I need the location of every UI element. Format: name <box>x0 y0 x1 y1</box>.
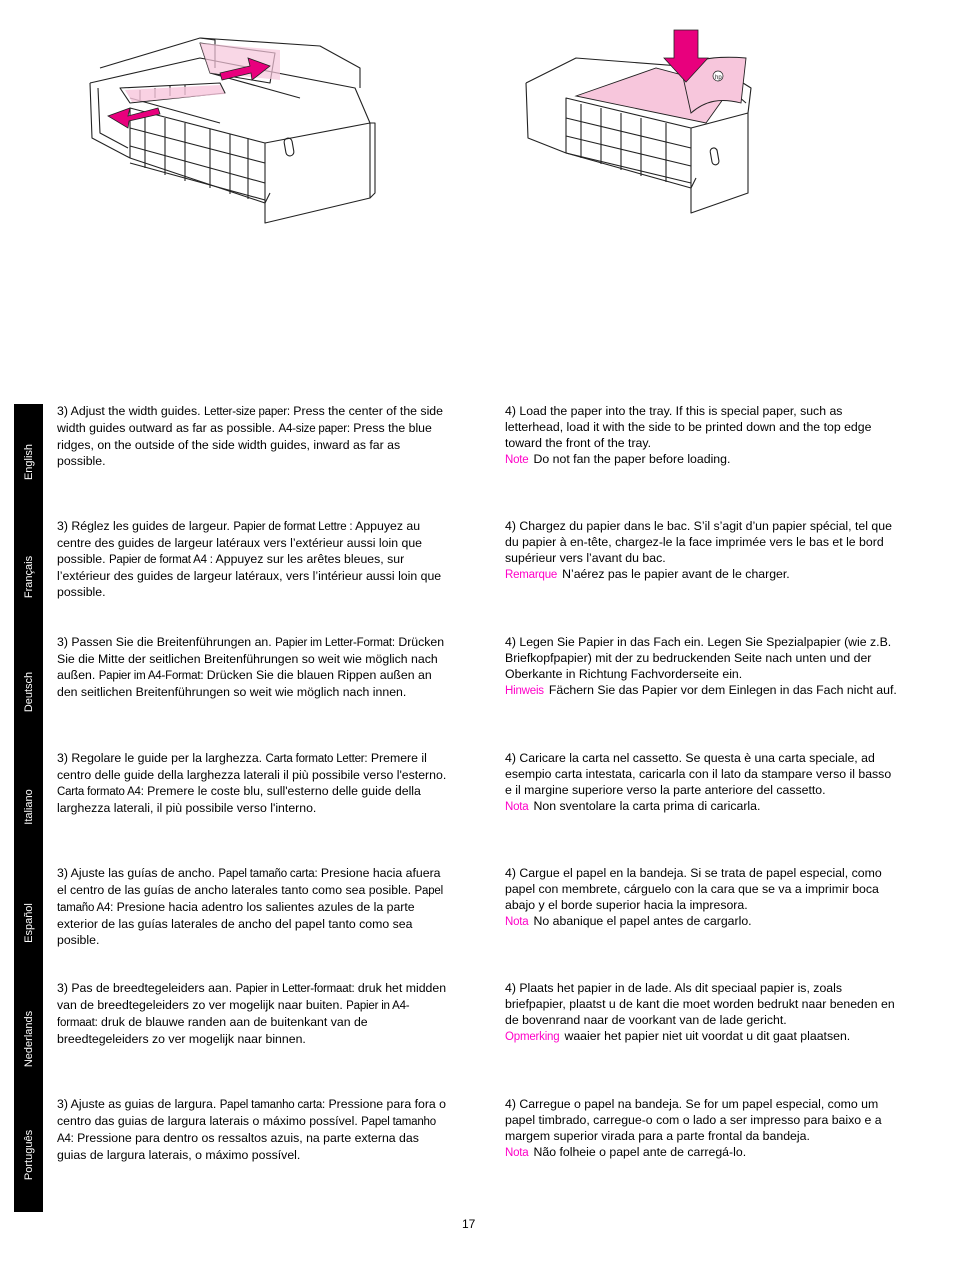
step-text: Caricare la carta nel cassetto. Se questa è una carta speciale, ad esempio carta intestata, caricarla con il lato da stampare verso il basso e il margine superiore verso la parte anteriore del cassetto. <box>505 751 892 797</box>
step-text: Adjust the width guides. <box>67 404 204 418</box>
step3-italiano <box>57 750 449 816</box>
step-text: Appuyez sur les arêtes bleues, sur l’extérieur des guides de largeur latéraux, vers l’intérieur aussi loin que possible. <box>57 552 442 599</box>
paper-size-label: Papel tamaño carta: <box>218 868 318 880</box>
step-number: 3) <box>57 1097 68 1111</box>
paper-size-label: A4-size paper: <box>278 423 350 435</box>
paper-size-label: Papel tamaño A4: <box>57 885 443 914</box>
note-label: Opmerking <box>505 1031 560 1043</box>
note-label: Hinweis <box>505 685 544 697</box>
paper-size-label: Papier im Letter-Format: <box>275 637 395 649</box>
step-number: 3) <box>57 404 68 418</box>
step-text: Presione hacia adentro los salientes azules de la parte exterior de las guías laterales de ancho del papel tanto como sea posible. <box>57 900 415 947</box>
lang-tab-deutsch: Deutsch <box>22 671 35 712</box>
note-label: Note <box>505 454 529 466</box>
note <box>505 451 897 468</box>
page-number: 17 <box>462 1217 476 1231</box>
note <box>505 566 897 583</box>
step4-deutsch <box>505 634 897 699</box>
step-text: Press the blue ridges, on the outside of the side width guides, inward as far as possible. <box>57 421 432 468</box>
step-text: Chargez du papier dans le bac. S’il s’agit d’un papier spécial, tel que du papier à en-tête, chargez-le la face imprimée vers le bas et le bord supérieur vers l’avant du bac. <box>505 519 892 565</box>
step3-espanol <box>57 865 449 948</box>
step-text: Pas de breedtegeleiders aan. <box>67 981 236 995</box>
note-text: N’aérez pas le papier avant de le charger. <box>562 567 790 581</box>
step4-italiano <box>505 750 897 815</box>
lang-tab-nederlands: Nederlands <box>22 1010 35 1067</box>
step-text: druk het midden van de breedtegeleiders zo ver mogelijk naar buiten. <box>57 981 447 1012</box>
step-text: druk de blauwe randen aan de buitenkant van de breedtegeleiders zo ver mogelijk naar binnen. <box>57 1015 368 1046</box>
lang-tab-italiano: Italiano <box>22 788 35 825</box>
step-text: Premere le coste blu, sull'esterno delle guide della larghezza laterali, il più possibile verso l'interno. <box>57 784 421 815</box>
note-text: No abanique el papel antes de cargarlo. <box>533 914 752 928</box>
step-number: 4) <box>505 1097 516 1111</box>
note-text: Non sventolare la carta prima di caricarla. <box>533 799 761 813</box>
step3-francais <box>57 518 449 600</box>
step-text: Appuyez au centre des guides de largeur latéraux vers l’extérieur aussi loin que possible. <box>57 519 423 566</box>
step-number: 4) <box>505 866 516 880</box>
step-number: 3) <box>57 981 68 995</box>
step-number: 4) <box>505 519 516 533</box>
step4-portugues <box>505 1096 897 1161</box>
note <box>505 682 897 699</box>
step-text: Réglez les guides de largeur. <box>67 519 234 533</box>
figure-load-paper <box>516 28 762 220</box>
note <box>505 913 897 930</box>
step-text: Pressione para dentro os ressaltos azuis, na parte externa das guias de largura laterais, o máximo possível. <box>57 1131 419 1162</box>
paper-size-label: Papier in A4-formaat: <box>57 1000 410 1029</box>
step4-nederlands <box>505 980 897 1045</box>
note-text: waaier het papier niet uit voordat u dit gaat plaatsen. <box>564 1029 851 1043</box>
paper-size-label: Papier de format Lettre : <box>233 521 353 533</box>
paper-size-label: Papier im A4-Format: <box>98 670 204 682</box>
step-number: 4) <box>505 981 516 995</box>
paper-size-label: Carta formato Letter: <box>265 753 368 765</box>
step4-espanol <box>505 865 897 930</box>
step3-portugues <box>57 1096 449 1163</box>
step-number: 3) <box>57 751 68 765</box>
step-text: Legen Sie Papier in das Fach ein. Legen Sie Spezialpapier (wie z.B. Briefkopfpapier) mit der zu bedruckenden Seite nach unten und der Oberkante in Richtung Fachvorderseite ein. <box>505 635 892 681</box>
note <box>505 1028 897 1045</box>
step-text: Drücken Sie die blauen Rippen außen an den seitlichen Breitenführungen so weit wie möglich nach innen. <box>57 668 432 699</box>
step4-francais <box>505 518 897 583</box>
note-text: Do not fan the paper before loading. <box>533 452 731 466</box>
note <box>505 798 897 815</box>
note-text: Não folheie o papel ante de carregá-lo. <box>533 1145 747 1159</box>
hp-logo: hp <box>715 75 722 81</box>
lang-tab-francais: Français <box>22 555 35 598</box>
step-text: Load the paper into the tray. If this is special paper, such as letterhead, load it with the side to be printed down and the top edge toward the front of the tray. <box>505 404 872 450</box>
lang-tab-espanol: Español <box>22 902 35 943</box>
step-text: Pressione para fora o centro das guias de largura laterais o máximo possível. <box>57 1097 447 1128</box>
paper-size-label: Papier in Letter-formaat: <box>235 983 355 995</box>
step-text: Plaats het papier in de lade. Als dit speciaal papier is, zoals briefpapier, plaatst u de kant die moet worden bedrukt naar beneden en de bovenrand naar de voorkant van de lade gericht. <box>505 981 895 1027</box>
paper-size-label: Letter-size paper: <box>203 406 290 418</box>
lang-tab-english: English <box>22 443 35 480</box>
note-label: Nota <box>505 801 529 813</box>
step-text: Premere il centro delle guide della larghezza laterali il più possibile verso l'esterno. <box>57 751 447 782</box>
step-number: 3) <box>57 635 68 649</box>
step-text: Carregue o papel na bandeja. Se for um papel especial, como um papel timbrado, carregue-o com o lado a ser impresso para baixo e a margem superior virada para a parte frontal da bandeja. <box>505 1097 882 1143</box>
step3-deutsch <box>57 634 449 700</box>
note-text: Fächern Sie das Papier vor dem Einlegen in das Fach nicht auf. <box>548 683 897 697</box>
step4-english <box>505 403 897 468</box>
note-label: Nota <box>505 1147 529 1159</box>
step-text: Press the center of the side width guides outward as far as possible. <box>57 404 443 435</box>
lang-tab-portugues: Português <box>22 1129 35 1180</box>
note-label: Remarque <box>505 569 558 581</box>
step-text: Ajuste as guias de largura. <box>67 1097 220 1111</box>
step-number: 4) <box>505 635 516 649</box>
step3-english <box>57 403 449 469</box>
step-text: Passen Sie die Breitenführungen an. <box>67 635 276 649</box>
paper-size-label: Papier de format A4 : <box>108 554 213 566</box>
step-text: Cargue el papel en la bandeja. Si se trata de papel especial, como papel con membrete, cárguelo con la cara que se va a imprimir boca abajo y el borde superior hacia la impresora. <box>505 866 882 912</box>
paper-size-label: Papel tamanho carta: <box>219 1099 326 1111</box>
step-text: Regolare le guide per la larghezza. <box>67 751 266 765</box>
figure-adjust-width-guides <box>70 28 440 228</box>
step-number: 3) <box>57 866 68 880</box>
step-number: 4) <box>505 751 516 765</box>
step-text: Drücken Sie die Mitte der seitlichen Breitenführungen so weit wie möglich nach außen. <box>57 635 445 682</box>
note-label: Nota <box>505 916 529 928</box>
step-number: 3) <box>57 519 68 533</box>
paper-size-label: Carta formato A4: <box>57 786 144 798</box>
note <box>505 1144 897 1161</box>
step-text: Ajuste las guías de ancho. <box>67 866 219 880</box>
step3-nederlands <box>57 980 449 1047</box>
step-number: 4) <box>505 404 516 418</box>
paper-size-label: Papel tamanho A4: <box>57 1116 436 1145</box>
language-sidebar <box>14 404 43 1212</box>
step-text: Presione hacia afuera el centro de las guías de ancho laterales tanto como sea posible. <box>57 866 441 897</box>
